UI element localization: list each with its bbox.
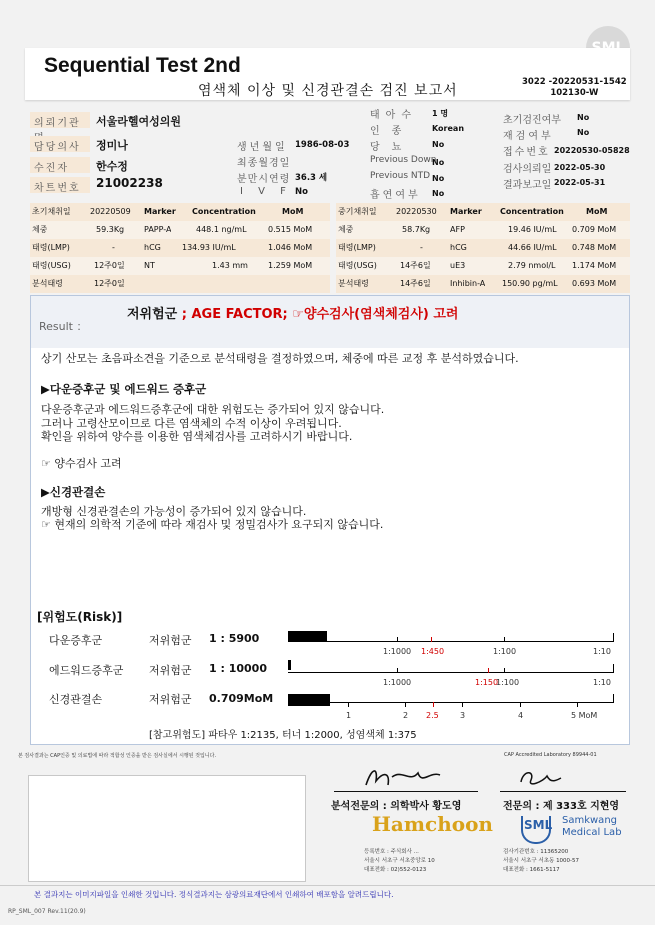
- down-risk-bar: [288, 631, 327, 641]
- down-risk-level: 저위험군: [149, 634, 192, 647]
- down-scale-label: 1:10: [593, 647, 611, 656]
- retest-label: 재검여부: [503, 131, 554, 142]
- init-value: No: [577, 113, 590, 122]
- second-marker-conc: 150.90 pg/mL: [502, 279, 558, 288]
- first-marker-conc: 448.1 ng/mL: [196, 225, 247, 234]
- ntd-scale-tick: [520, 702, 521, 707]
- first-marker-name: PAPP-A: [144, 225, 172, 234]
- first-date: 20220509: [90, 207, 131, 216]
- address-left-line: 서울시 서초구 서초중앙로 10: [364, 858, 435, 864]
- second-marker-mom: 0.748 MoM: [572, 243, 617, 252]
- ntd-scale-label: 4: [518, 711, 524, 720]
- down-scale-label: 1:1000: [383, 647, 412, 656]
- second-marker-name: Inhibin-A: [450, 279, 486, 288]
- retest-value: No: [577, 128, 590, 137]
- fetus-label: 태아수: [370, 110, 417, 121]
- ntd-scale-tick: [462, 702, 463, 707]
- sig-left-role: 분석전문의 : 의학박사 황도영: [331, 801, 462, 812]
- ntd-risk-value: 0.709MoM: [209, 692, 274, 705]
- ntd-scale-tick: [613, 694, 614, 703]
- first-usg-label: 태령(USG): [32, 261, 71, 270]
- recv-value: 20220530-05828: [554, 146, 630, 155]
- memo-box: [28, 775, 306, 882]
- ntd-cutoff-tick: [433, 702, 434, 707]
- second-col-conc: Concentration: [500, 207, 564, 216]
- first-weight-label: 체중: [32, 225, 48, 234]
- second-weight: 58.7Kg: [402, 225, 431, 234]
- ntd-risk-bar: [288, 694, 330, 706]
- sig-line-left: [334, 791, 478, 792]
- dob-label: 생년월일: [237, 142, 288, 153]
- reference-risk: [참고위험도] 파타우 1:2135, 터너 1:2000, 성염색체 1:375: [149, 730, 417, 741]
- address-left: [364, 848, 435, 875]
- form-code: RP_SML_007 Rev.11(20.9): [8, 908, 86, 915]
- down-line-3: 확인을 위하여 양수를 이용한 염색체검사를 고려하시기 바랍니다.: [41, 430, 353, 443]
- rep-value: 2022-05-31: [554, 178, 606, 187]
- down-title: ▶다운증후군 및 에드워드 증후군: [41, 382, 207, 396]
- result-label: Result ：: [39, 320, 88, 333]
- ivf-label: I V F: [240, 186, 292, 197]
- race-label: 인종: [370, 126, 414, 137]
- result-box: [30, 295, 630, 745]
- edwards-cutoff-tick: [488, 668, 489, 673]
- edwards-scale-tick: [613, 664, 614, 673]
- result-intro: 상기 산모는 초음파소견을 기준으로 분석태령을 결정하였으며, 체중에 따른 교정 후 분석하였습니다.: [41, 352, 519, 365]
- first-weight: 59.3Kg: [96, 225, 125, 234]
- hospital-value: 서울라헬여성의원: [96, 115, 182, 128]
- down-scale-tick: [397, 637, 398, 642]
- ntd-scale-label: 2: [403, 711, 409, 720]
- second-marker-mom: 0.709 MoM: [572, 225, 617, 234]
- edwards-scale-label: 1:1000: [383, 678, 412, 687]
- down-scale-label: 1:100: [493, 647, 517, 656]
- down-risk-value: 1 : 5900: [209, 632, 260, 645]
- lmp-label: 최종월경일: [237, 158, 291, 169]
- sig-right-role: 전문의 : 제 333호 지현영: [503, 801, 620, 812]
- second-marker-conc: 19.46 IU/mL: [508, 225, 557, 234]
- lab-name-line: Medical Lab: [562, 827, 622, 838]
- ntd-scale-tick: [348, 702, 349, 707]
- edwards-cutoff-label: 1:150: [475, 678, 499, 687]
- ivf-value: No: [295, 187, 308, 197]
- down-cutoff-tick: [431, 637, 432, 642]
- address-left-line: 대표전화 : 02)552-0123: [364, 867, 427, 873]
- amnio-note: ☞ 양수검사 고려: [41, 457, 122, 470]
- headline-factor: ; AGE FACTOR; ☞양수검사(염색체검사) 고려: [177, 307, 459, 322]
- first-marker-mom: 1.046 MoM: [268, 243, 313, 252]
- fetus-value: 1 명: [432, 109, 449, 118]
- sml-lab-logo-text: SML: [524, 818, 553, 832]
- init-label: 초기검진여부: [503, 115, 561, 126]
- diabetes-value: No: [432, 140, 445, 149]
- age-value: 36.3 세: [295, 173, 328, 183]
- dob-value: 1986-08-03: [295, 140, 350, 150]
- second-marker-mom: 1.174 MoM: [572, 261, 617, 270]
- ntd-risk-level: 저위험군: [149, 693, 192, 706]
- first-marker-mom: 1.259 MoM: [268, 261, 313, 270]
- ntd-scale-label: 5 MoM: [571, 711, 598, 720]
- address-right: [503, 848, 579, 875]
- first-marker-mom: 0.515 MoM: [268, 225, 313, 234]
- prevdown-label: Previous Down: [370, 155, 437, 165]
- second-col-marker: Marker: [450, 207, 482, 216]
- chart-value: 21002238: [96, 176, 163, 190]
- down-scale-tick: [613, 633, 614, 642]
- race-value: Korean: [432, 124, 465, 133]
- disclaimer-top: 본 검사결과는 CAP인증 및 의료법에 따라 적합성 인증을 받은 검사실에서 시행된 것입니다.: [18, 753, 217, 759]
- down-scale-line: [288, 641, 614, 642]
- second-analysis-label: 분석태령: [338, 279, 369, 288]
- first-lmp: -: [112, 243, 115, 252]
- second-date-label: 중기채취일: [338, 207, 377, 216]
- headline-level: 저위험군: [127, 307, 178, 322]
- second-marker-name: uE3: [450, 261, 466, 270]
- diabetes-label: 당뇨: [370, 142, 414, 153]
- ntd-scale-tick: [577, 702, 578, 707]
- second-marker-mom: 0.693 MoM: [572, 279, 617, 288]
- first-marker-conc: 134.93 IU/mL: [182, 243, 236, 252]
- first-marker-name: hCG: [144, 243, 161, 252]
- prevdown-value: No: [432, 158, 445, 167]
- cap-note: CAP Accredited Laboratory 89944-01: [504, 752, 597, 758]
- main-title: Sequential Test 2nd: [44, 54, 241, 77]
- address-left-line: 등록번호 : 주식회사 ...: [364, 849, 419, 855]
- recv-label: 접수번호: [503, 147, 550, 158]
- second-lmp-label: 태령(LMP): [338, 243, 376, 252]
- first-panel: [30, 203, 330, 293]
- second-weight-label: 체중: [338, 225, 354, 234]
- down-cutoff-label: 1:450: [421, 647, 445, 656]
- hospital-label: 의뢰기관: [30, 112, 90, 128]
- footer-divider: [0, 885, 655, 886]
- age-label: 분만시연령: [237, 174, 291, 185]
- second-marker-conc: 2.79 nmol/L: [508, 261, 556, 270]
- prevntd-label: Previous NTD: [370, 171, 431, 181]
- edwards-risk-level: 저위험군: [149, 664, 192, 677]
- result-headline: [127, 303, 458, 322]
- ntd-scale-tick: [405, 702, 406, 707]
- edwards-scale-tick: [504, 668, 505, 673]
- edwards-scale-label: 1:10: [593, 678, 611, 687]
- rep-label: 결과보고일: [503, 180, 552, 191]
- ntd-scale-label: 3: [460, 711, 466, 720]
- ntd-cutoff-label: 2.5: [426, 711, 439, 720]
- address-right-line: 서울시 서초구 서초동 1000-57: [503, 858, 580, 864]
- ntd-scale-label: 1: [346, 711, 352, 720]
- first-analysis: 12주0일: [94, 279, 125, 288]
- hamchoon-seal: Hamchoon: [372, 812, 493, 836]
- first-col-mom: MoM: [282, 207, 304, 216]
- ntd-line-1: 개방형 신경관결손의 가능성이 증가되어 있지 않습니다.: [41, 505, 307, 518]
- first-col-marker: Marker: [144, 207, 176, 216]
- second-lmp: -: [420, 243, 423, 252]
- smoke-label: 흡연여부: [370, 190, 421, 201]
- report-no-2: 102130-W: [550, 88, 599, 98]
- first-marker-conc: 1.43 mm: [212, 261, 248, 270]
- first-date-label: 초기채취일: [32, 207, 71, 216]
- second-analysis: 14주6일: [400, 279, 431, 288]
- prevntd-value: No: [432, 174, 445, 183]
- lab-name: [562, 815, 622, 839]
- sig-line-right: [500, 791, 626, 792]
- edwards-scale-label: 1:100: [496, 678, 520, 687]
- address-right-line: 대표전화 : 1661-5117: [503, 867, 560, 873]
- lab-name-line: Samkwang: [562, 815, 617, 826]
- second-col-mom: MoM: [586, 207, 608, 216]
- down-scale-tick: [504, 637, 505, 642]
- address-right-line: 검사기관번호 : 11365200: [503, 849, 569, 855]
- edwards-scale-line: [288, 672, 614, 673]
- down-line-2: 그러나 고령산모이므로 다른 염색체의 수적 이상이 우려됩니다.: [41, 417, 342, 430]
- edwards-risk-name: 에드워드증후군: [49, 664, 124, 677]
- first-lmp-label: 태령(LMP): [32, 243, 70, 252]
- report-no-1: 3022 -20220531-1542: [522, 77, 627, 87]
- req-label: 검사의뢰일: [503, 164, 552, 175]
- signature-right: [515, 766, 565, 790]
- down-risk-name: 다운증후군: [49, 634, 103, 647]
- first-marker-name: NT: [144, 261, 155, 270]
- second-usg-label: 태령(USG): [338, 261, 377, 270]
- first-analysis-label: 분석태령: [32, 279, 63, 288]
- edwards-risk-bar: [288, 660, 291, 670]
- ntd-title: ▶신경관결손: [41, 485, 106, 499]
- first-usg: 12주0일: [94, 261, 125, 270]
- chart-label: 차트번호: [30, 177, 90, 193]
- risk-title: [위험도(Risk)]: [37, 610, 123, 624]
- down-line-1: 다운증후군과 에드워드증후군에 대한 위험도는 증가되어 있지 않습니다.: [41, 403, 385, 416]
- doctor-value: 정미나: [96, 139, 128, 152]
- second-date: 20220530: [396, 207, 437, 216]
- ntd-line-2: ☞ 현재의 의학적 기준에 따라 재검사 및 정밀검사가 요구되지 않습니다.: [41, 518, 384, 531]
- edwards-scale-tick: [397, 668, 398, 673]
- sub-title: 염색체 이상 및 신경관결손 검진 보고서: [198, 83, 458, 99]
- second-marker-name: AFP: [450, 225, 465, 234]
- second-marker-conc: 44.66 IU/mL: [508, 243, 557, 252]
- first-col-conc: Concentration: [192, 207, 256, 216]
- ntd-risk-name: 신경관결손: [49, 693, 103, 706]
- name-label: 수진자: [30, 157, 90, 173]
- req-value: 2022-05-30: [554, 163, 606, 172]
- report-number: [522, 77, 627, 99]
- ntd-scale-line: [288, 702, 614, 703]
- second-panel: [336, 203, 630, 293]
- notice: 본 결과지는 이미지파일을 인쇄한 것입니다. 정식결과지는 삼광의료재단에서 인쇄하여 배포함을 알려드립니다.: [34, 890, 394, 899]
- name-value: 한수정: [96, 160, 128, 173]
- signature-left: [362, 763, 444, 793]
- doctor-label: 담당의사: [30, 136, 90, 152]
- edwards-risk-value: 1 : 10000: [209, 662, 267, 675]
- second-usg: 14주6일: [400, 261, 431, 270]
- smoke-value: No: [432, 189, 445, 198]
- second-marker-name: hCG: [450, 243, 467, 252]
